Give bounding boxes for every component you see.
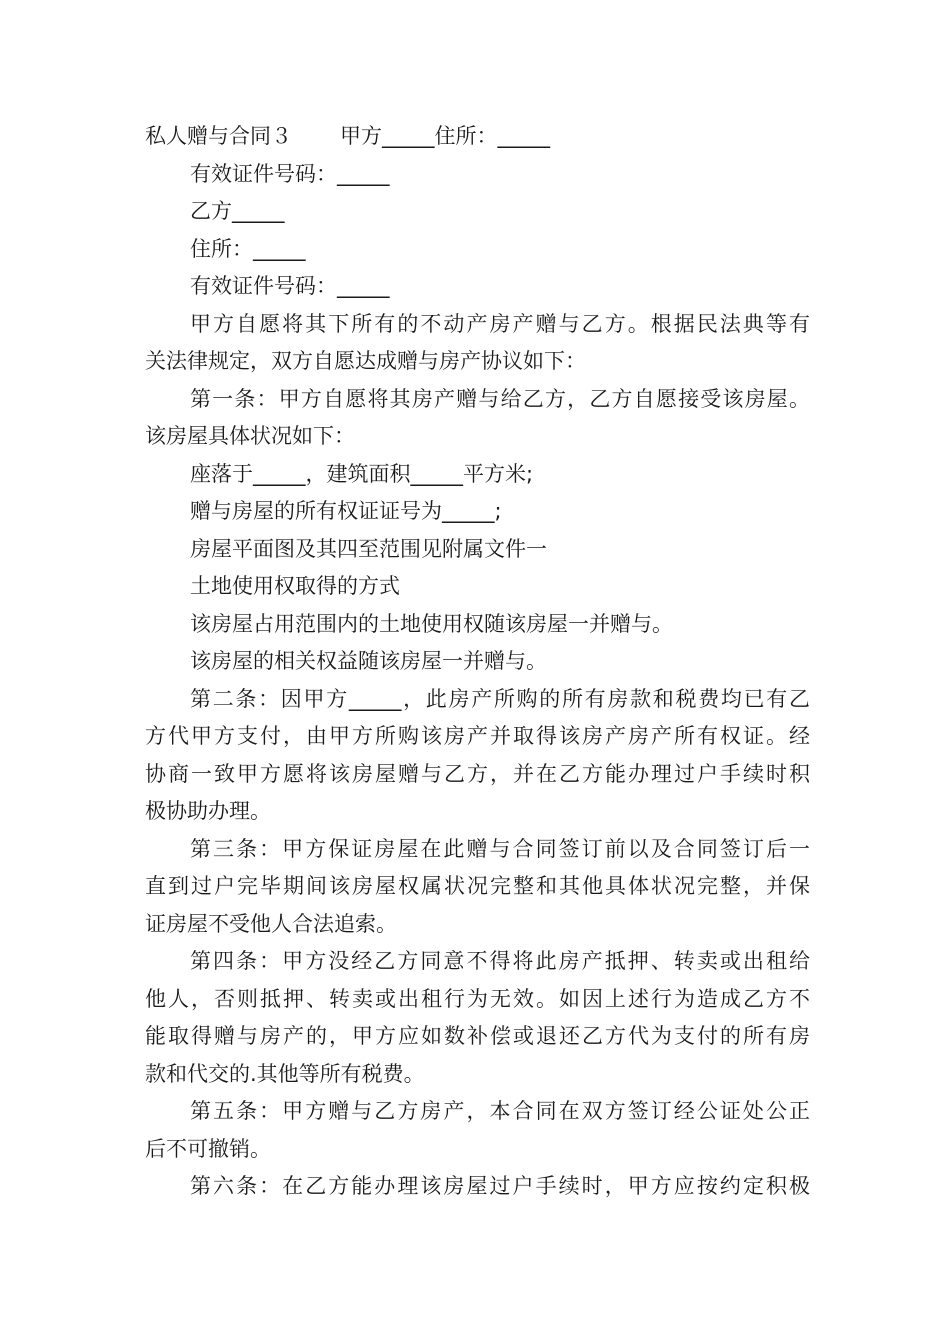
text-line: 第一条：甲方自愿将其房产赠与给乙方，乙方自愿接受该房屋。 [190,386,810,411]
text-line: 款和代交的.其他等所有税费。 [145,1061,425,1086]
text-line: 第四条：甲方没经乙方同意不得将此房产抵押、转卖或出租给 [190,949,810,973]
text-line: 座落于_____，建筑面积_____平方米; [190,461,534,486]
contract-header-line [145,118,810,156]
text-line: 甲方自愿将其下所有的不动产房产赠与乙方。根据民法典等有 [190,311,810,336]
text-line: 能取得赠与房产的，甲方应如数补偿或退还乙方代为支付的所有房 [145,1024,810,1048]
text-line: 该房屋占用范围内的土地使用权随该房屋一并赠与。 [190,611,673,636]
text-line: 第二条：因甲方_____，此房产所购的所有房款和税费均已有乙 [190,686,810,711]
party-a-line: 甲方_____住所：_____ [340,124,550,148]
text-line: 极协助办理。 [145,799,271,823]
text-line: 证房屋不受他人合法追索。 [145,911,397,936]
text-line: 有效证件号码：_____ [190,274,390,298]
text-line: 住所：_____ [190,236,306,261]
text-line: 赠与房屋的所有权证证号为_____; [190,499,502,523]
text-line: 第五条：甲方赠与乙方房产，本合同在双方签订经公证处公正 [190,1099,810,1123]
text-line: 关法律规定，双方自愿达成赠与房产协议如下： [145,349,586,373]
text-line: 直到过户完毕期间该房屋权属状况完整和其他具体状况完整，并保 [145,874,810,898]
contract-title: 私人赠与合同３ [145,124,292,148]
text-line: 第三条：甲方保证房屋在此赠与合同签订前以及合同签订后一 [190,836,810,861]
text-line: 第六条：在乙方能办理该房屋过户手续时，甲方应按约定积极 [190,1174,810,1198]
text-line: 该房屋的相关权益随该房屋一并赠与。 [190,649,547,673]
text-line: 有效证件号码：_____ [190,161,390,186]
text-line: 他人，否则抵押、转卖或出租行为无效。如因上述行为造成乙方不 [145,986,810,1011]
text-line: 土地使用权取得的方式 [190,574,400,598]
text-line: 方代甲方支付，由甲方所购该房产并取得该房产房产所有权证。经 [145,724,810,748]
contract-body [145,118,810,1206]
text-line: 房屋平面图及其四至范围见附属文件一 [190,536,547,561]
text-line: 后不可撤销。 [145,1136,271,1161]
text-line: 乙方_____ [190,199,285,223]
text-line: 该房屋具体状况如下： [145,424,355,448]
text-line: 协商一致甲方愿将该房屋赠与乙方，并在乙方能办理过户手续时积 [145,761,810,786]
